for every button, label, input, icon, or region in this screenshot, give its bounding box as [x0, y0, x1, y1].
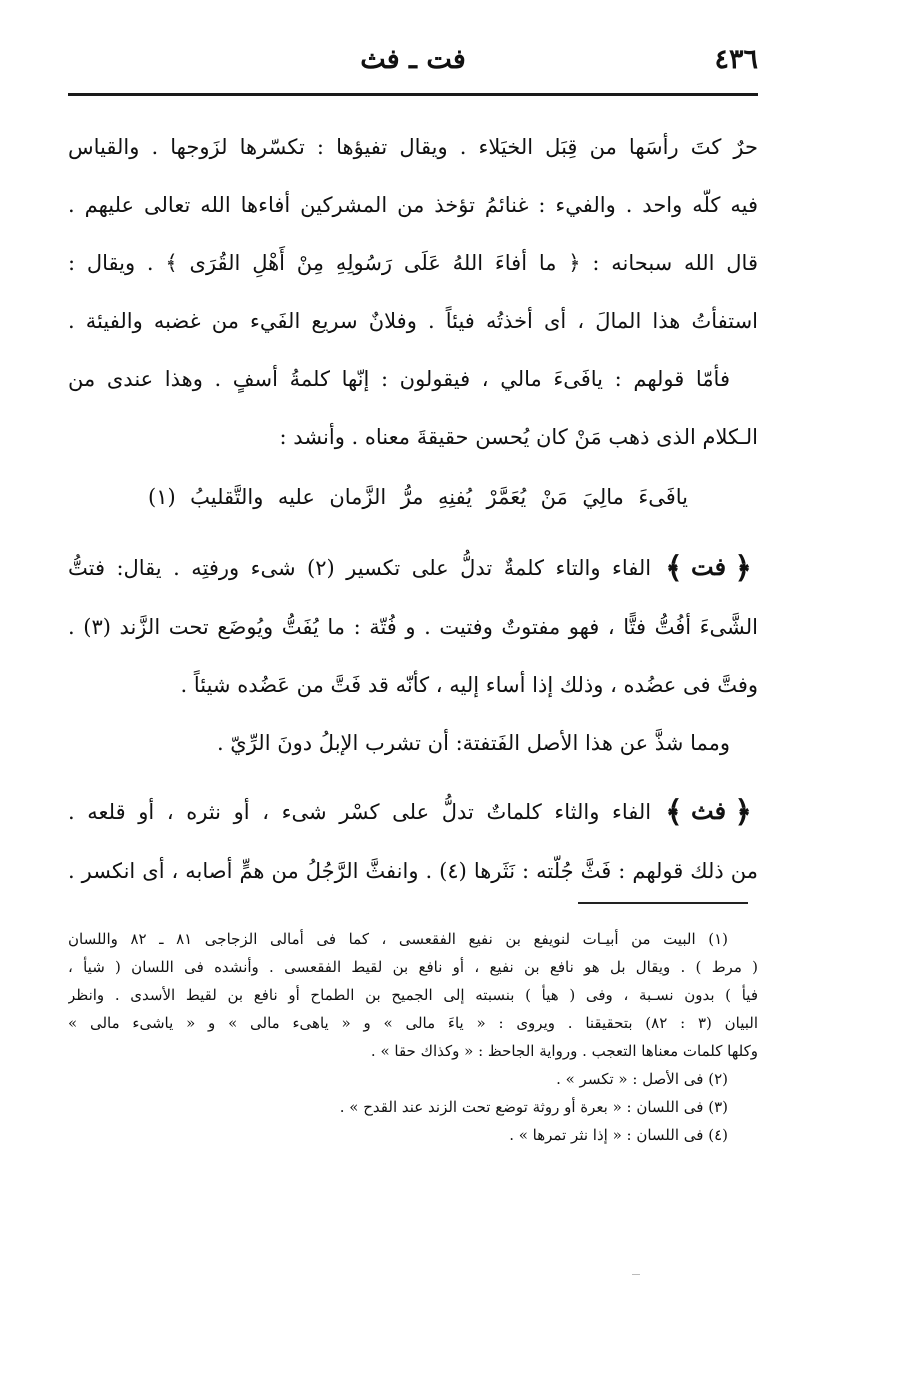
- footnote-line: فيأ ) بدون نسـبة ، وفى ( هيأ ) بنسبته إلى الجميح بن الطماح أو نافع بن لقيط الأسدى . وانظر: [68, 986, 758, 1004]
- entry-first-line: [68, 782, 758, 842]
- footnote-rule: [578, 902, 748, 904]
- ornament-bracket-right: ﴿: [734, 551, 752, 586]
- text-line: ومما شذَّ عن هذا الأصل الفَتفتة: أن تشرب الإبلُ دونَ الرِّيّ .: [216, 731, 730, 755]
- header-rule: [68, 93, 758, 96]
- text-line: من ذلك قولهم : فَثَّ جُلّته : نَثَرها (٤) . وانفثَّ الرَّجُلُ من همٍّ أصابه ، أى انكسر .: [68, 859, 758, 883]
- scan-speck: [632, 1274, 640, 1275]
- text-line: الفاء والثاء كلماتٌ تدلُّ على كسْر شىء ، أو نثره ، أو قلعه .: [68, 800, 652, 824]
- main-text: [68, 118, 758, 900]
- text-line: الفاء والتاء كلمةٌ تدلُّ على تكسير (٢) شىء ورفتِه . يقال: فتتُّ: [68, 556, 652, 580]
- footnote-line: البيان (٣ : ٨٢) بتحقيقنا . ويروى : « ياءَ مالى » و « ياهىء مالى » و « ياشىء مالى »: [68, 1014, 758, 1032]
- running-head: فت ـ فث: [360, 44, 466, 75]
- footnotes: [68, 925, 758, 1149]
- entry-fath: [68, 782, 758, 900]
- text-line: قال الله سبحانه : ﴿ ما أفاءَ اللهُ عَلَى رَسُولِهِ مِنْ أَهْلِ القُرَى ﴾ . ويقال :: [68, 251, 758, 275]
- entry-first-line: [68, 538, 758, 598]
- footnote-line: وكلها كلمات معناها التعجب . ورواية الجاحظ : « وكذاك حقا » .: [370, 1042, 758, 1060]
- headword-fath: [659, 782, 758, 842]
- footnote-line: (٣) فى اللسان : « بعرة أو روثة توضع تحت الزند عند القدح » .: [339, 1098, 728, 1116]
- ornament-bracket-right: ﴿: [734, 795, 752, 830]
- headword-fat: [659, 538, 758, 598]
- ornament-bracket-left: ﴾: [665, 795, 683, 830]
- headword-text: فث: [691, 796, 727, 825]
- footnote-line: (٤) فى اللسان : « إذا نثر تمرها » .: [509, 1126, 728, 1144]
- text-line: فأمّا قولهم : يافَىءَ مالي ، فيقولون : إنّها كلمةُ أسفٍ . وهذا عندى من: [68, 367, 730, 391]
- footnote-line: (١) البيت من أبيـات لنويفع بن نفيع الفقعسى ، كما فى أمالى الزجاجى ٨١ ـ ٨٢ واللسان: [68, 930, 728, 948]
- poetry-verse: يافَىءَ مالِيَ مَنْ يُعَمَّرْ يُفنِهِ مرُّ الزَّمان عليه والتَّقليبُ (١): [148, 485, 688, 509]
- page-header: [68, 40, 758, 90]
- text-line: وفتَّ فى عضُده ، وذلك إذا أساء إليه ، كأنّه قد فَتَّ من عَضُده شيئاً .: [180, 673, 758, 697]
- page-number: ٤٣٦: [714, 44, 758, 75]
- headword-text: فت: [691, 552, 727, 581]
- ornament-bracket-left: ﴾: [665, 551, 683, 586]
- footnote-line: ( مرط ) . ويقال بل هو نافع بن نفيع ، أو نافع بن لقيط الفقعسى . وأنشده فى اللسان ( شيأ ،: [68, 958, 758, 976]
- text-line: استفأتُ هذا المالَ ، أى أخذتُه فيئاً . وفلانٌ سريع الفَيء من غضبه والفيئة .: [68, 309, 758, 333]
- text-line: فيه كلّه واحد . والفيء : غنائمُ تؤخذ من المشركين أفاءها الله تعالى عليهم .: [68, 193, 758, 217]
- text-line: الشَّىءَ أفُتُّ فتًّا ، فهو مفتوتٌ وفتيت . و فُتّة : ما يُفَتُّ ويُوضَع تحت الزَّند (٣) .: [68, 615, 758, 639]
- footnote-line: (٢) فى الأصل : « تكسر » .: [556, 1070, 728, 1088]
- text-line: حرٌ كتَ رأسَها من قِبَل الخيَلاء . ويقال تفيؤها : تكسّرها لزَوجها . والقياس: [68, 135, 758, 159]
- entry-fat: [68, 538, 758, 772]
- text-line: الـكلام الذى ذهب مَنْ كان يُحسن حقيقةَ معناه . وأنشد :: [279, 425, 758, 449]
